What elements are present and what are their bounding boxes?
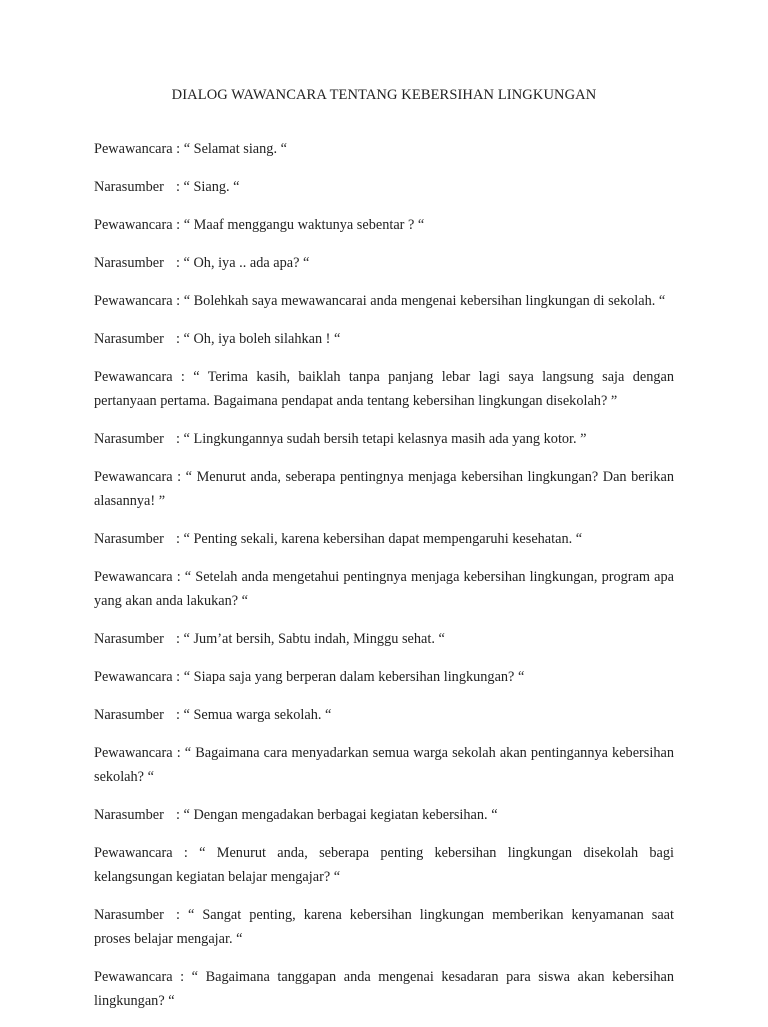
dialog-turn xyxy=(94,137,674,161)
dialog-turn xyxy=(94,327,674,351)
speaker-label: Narasumber : xyxy=(94,631,184,647)
speaker-label: Narasumber : xyxy=(94,807,184,823)
speaker-label: Pewawancara : xyxy=(94,469,186,485)
speaker-label: Narasumber : xyxy=(94,255,184,271)
page-title: DIALOG WAWANCARA TENTANG KEBERSIHAN LINGKUNGAN xyxy=(171,87,597,103)
speaker-label: Pewawancara : xyxy=(94,669,184,685)
dialog-turn xyxy=(94,565,674,613)
dialog-turn xyxy=(94,175,674,199)
utterance-text: “ Oh, iya .. ada apa? “ xyxy=(183,255,310,271)
utterance-text: “ Penting sekali, karena kebersihan dapat mempengaruhi kesehatan. “ xyxy=(183,531,583,547)
speaker-label: Narasumber : xyxy=(94,179,184,195)
speaker-label: Pewawancara : xyxy=(94,141,184,157)
speaker-label: Pewawancara : xyxy=(94,217,184,233)
utterance-text: “ Bagaimana tanggapan anda mengenai kesadaran para siswa akan kebersihan lingkungan? “ xyxy=(94,969,675,1009)
utterance-text: “ Menurut anda, seberapa pentingnya menjaga kebersihan lingkungan? Dan berikan alasannya! ” xyxy=(94,469,675,509)
dialog-turn xyxy=(94,965,674,1013)
speaker-label: Pewawancara : xyxy=(94,845,200,861)
utterance-text: “ Menurut anda, seberapa penting kebersihan lingkungan disekolah bagi kelangsungan kegiatan belajar mengajar? “ xyxy=(94,845,675,885)
utterance-text: “ Dengan mengadakan berbagai kegiatan kebersihan. “ xyxy=(183,807,498,823)
speaker-label: Narasumber : xyxy=(94,431,184,447)
dialog-turn xyxy=(94,665,674,689)
dialog-turn xyxy=(94,289,674,313)
utterance-text: “ Selamat siang. “ xyxy=(183,141,287,157)
dialog-turn xyxy=(94,803,674,827)
utterance-text: “ Bagaimana cara menyadarkan semua warga sekolah akan pentingannya kebersihan sekolah? “ xyxy=(94,745,674,785)
utterance-text: “ Lingkungannya sudah bersih tetapi kelasnya masih ada yang kotor. ” xyxy=(183,431,587,447)
utterance-text: “ Siang. “ xyxy=(183,179,240,195)
utterance-text: “ Semua warga sekolah. “ xyxy=(183,707,332,723)
speaker-label: Narasumber : xyxy=(94,531,184,547)
speaker-label: Narasumber : xyxy=(94,707,184,723)
dialog-turn xyxy=(94,213,674,237)
speaker-label: Narasumber : xyxy=(94,331,184,347)
dialog-body xyxy=(94,137,674,1027)
dialog-turn xyxy=(94,365,674,413)
speaker-label: Pewawancara : xyxy=(94,569,185,585)
dialog-turn xyxy=(94,465,674,513)
dialog-turn xyxy=(94,627,674,651)
speaker-label: Pewawancara : xyxy=(94,369,194,385)
utterance-text: “ Oh, iya boleh silahkan ! “ xyxy=(183,331,341,347)
dialog-turn xyxy=(94,903,674,951)
utterance-text: “ Setelah anda mengetahui pentingnya menjaga kebersihan lingkungan, program apa yang akan anda lakukan? “ xyxy=(94,569,674,609)
dialog-turn xyxy=(94,841,674,889)
dialog-turn xyxy=(94,741,674,789)
utterance-text: “ Jum’at bersih, Sabtu indah, Minggu sehat. “ xyxy=(183,631,445,647)
dialog-turn xyxy=(94,427,674,451)
speaker-label: Pewawancara : xyxy=(94,293,184,309)
speaker-label: Narasumber : xyxy=(94,907,188,923)
utterance-text: “ Siapa saja yang berperan dalam kebersihan lingkungan? “ xyxy=(183,669,525,685)
speaker-label: Pewawancara : xyxy=(94,745,185,761)
dialog-turn xyxy=(94,703,674,727)
speaker-label: Pewawancara : xyxy=(94,969,192,985)
utterance-text: “ Maaf menggangu waktunya sebentar ? “ xyxy=(183,217,425,233)
utterance-text: “ Sangat penting, karena kebersihan lingkungan memberikan kenyamanan saat proses belajar mengajar. “ xyxy=(94,907,675,947)
dialog-turn xyxy=(94,251,674,275)
utterance-text: “ Bolehkah saya mewawancarai anda mengenai kebersihan lingkungan di sekolah. “ xyxy=(183,293,666,309)
utterance-text: “ Terima kasih, baiklah tanpa panjang lebar lagi saya langsung saja dengan pertanyaan pertama. Bagaimana pendapat anda tentang kebersihan lingkungan disekolah? ” xyxy=(94,369,674,409)
dialog-turn xyxy=(94,527,674,551)
